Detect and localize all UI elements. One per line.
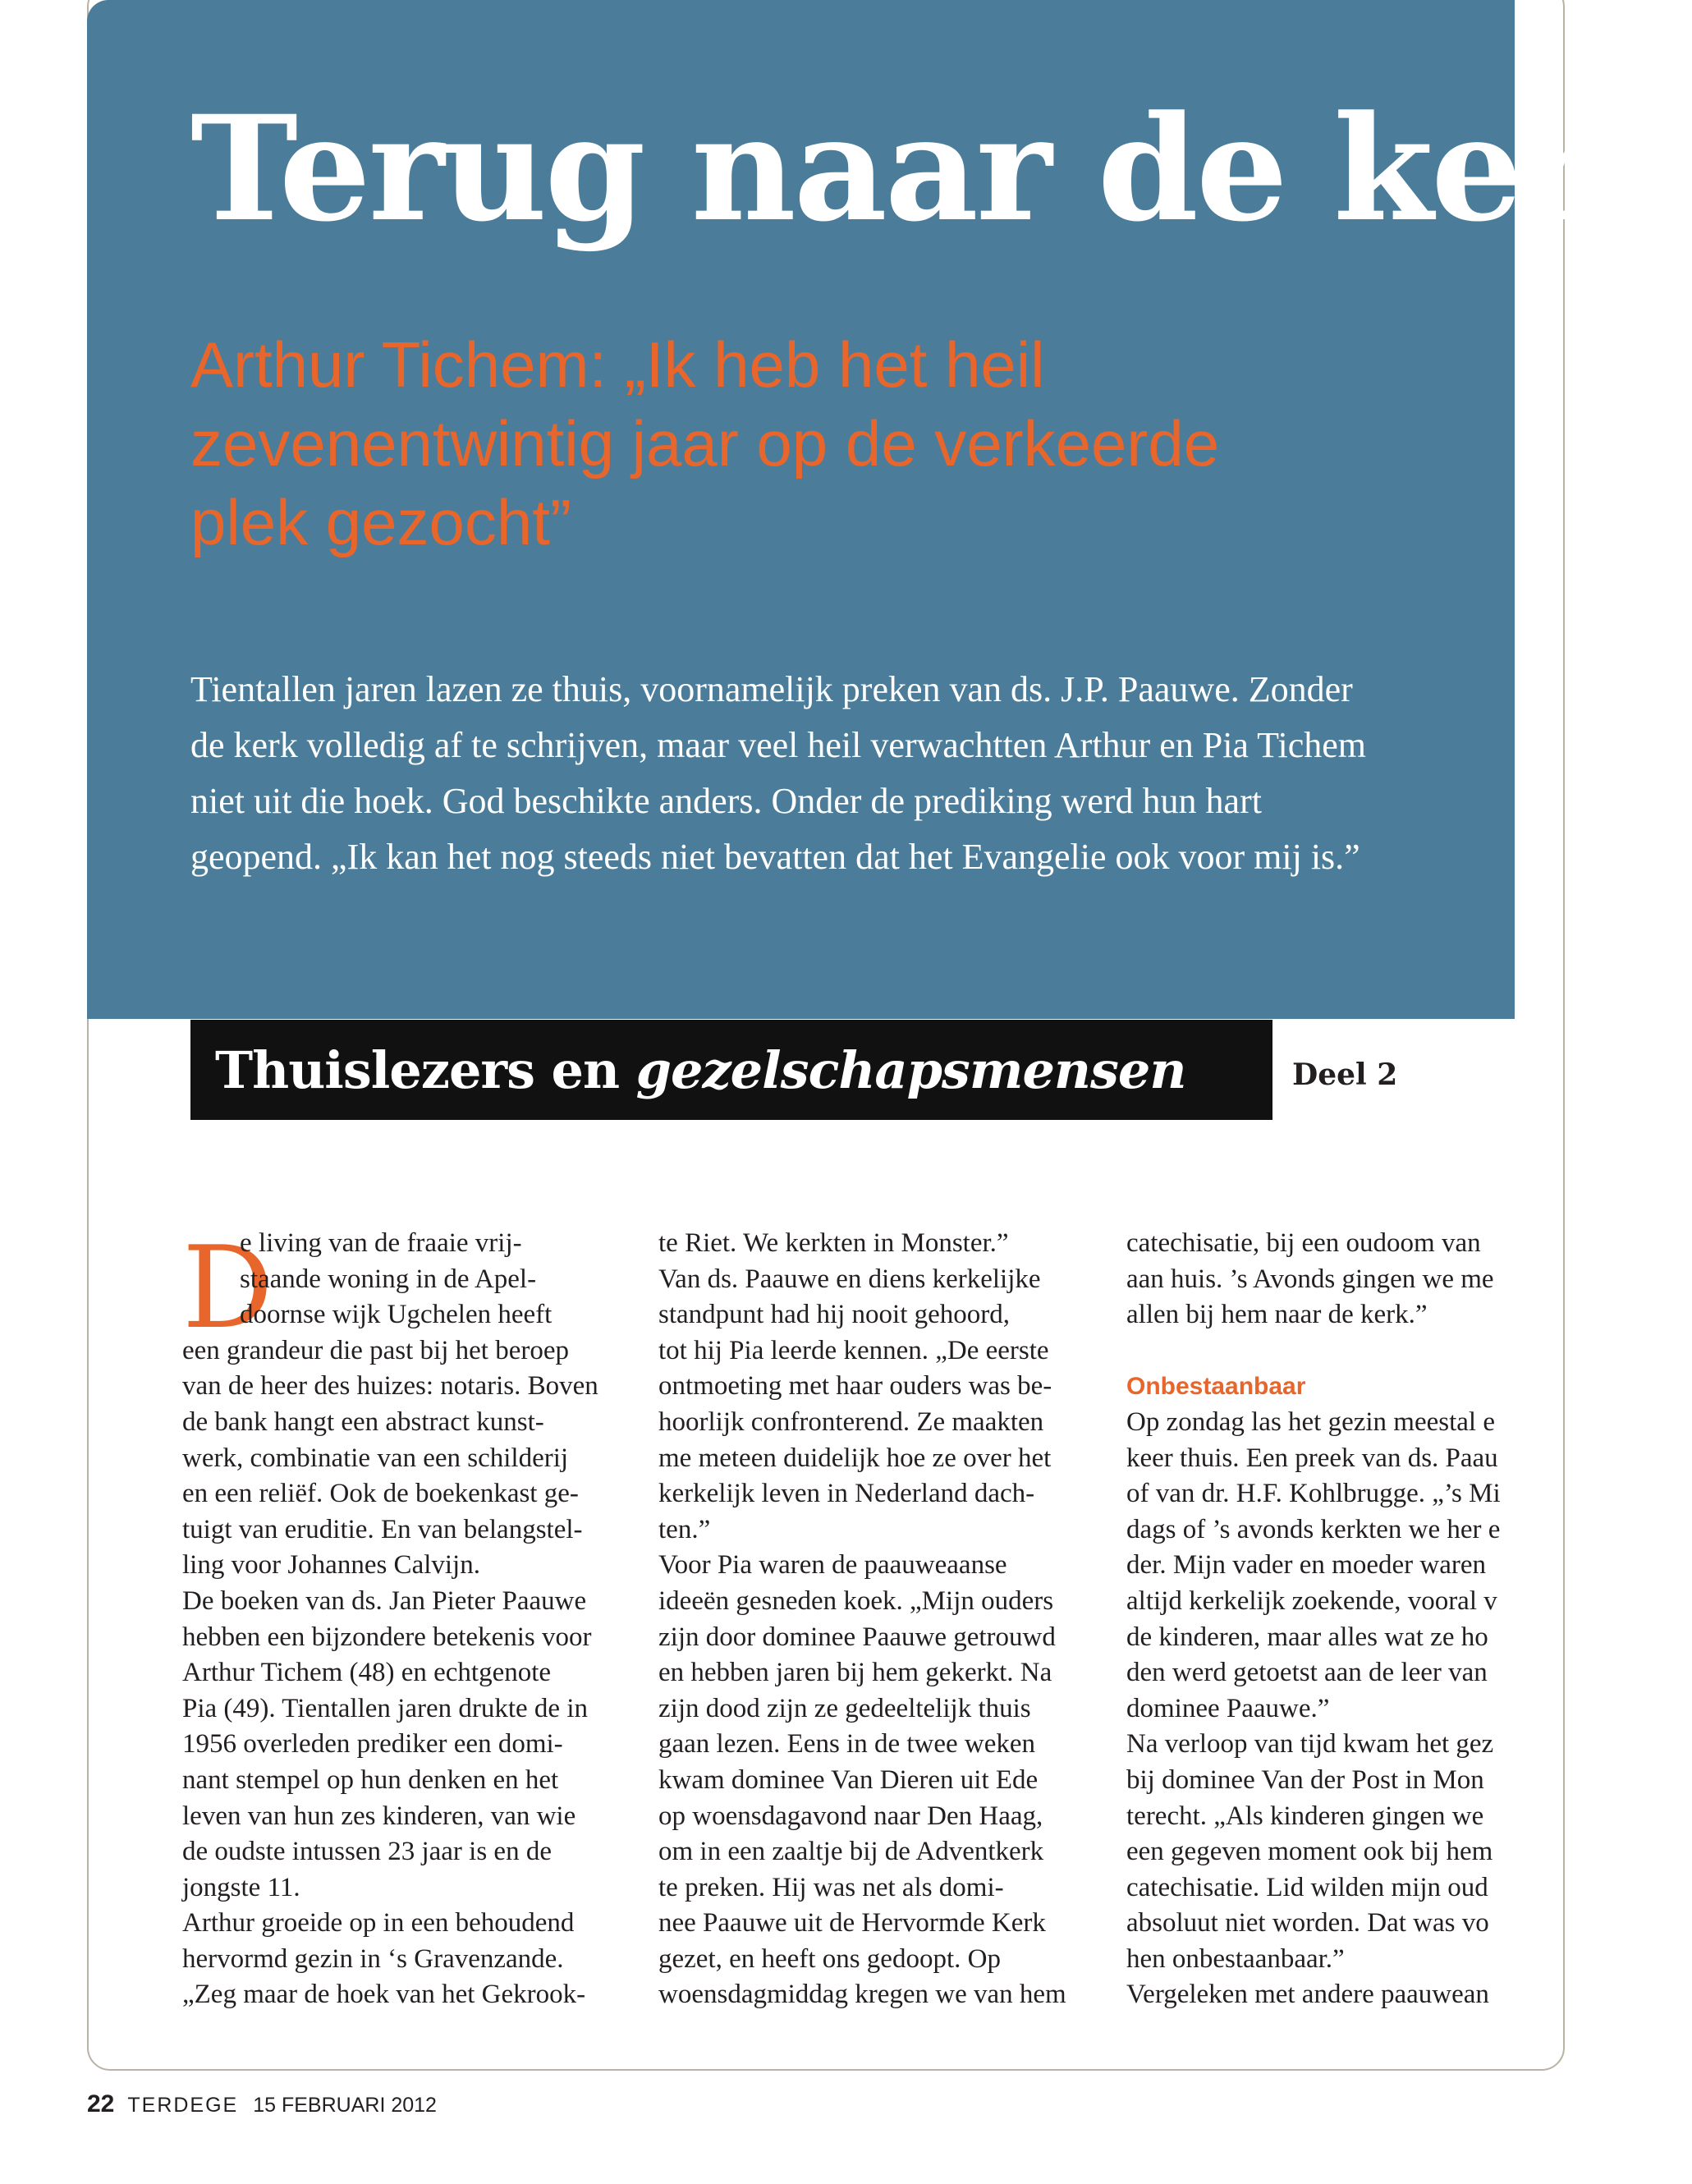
article-subtitle: Arthur Tichem: „Ik heb het heil zevenentwintig jaar op de verkeerde plek gezocht” — [190, 328, 1220, 558]
body-line: e living van de fraaie vrij- — [240, 1228, 522, 1258]
article-title: Terug naar de kerk — [190, 84, 1692, 254]
body-line: leven van hun zes kinderen, van wie — [182, 1801, 576, 1831]
body-line: of van dr. H.F. Kohlbrugge. „’s Mi — [1126, 1479, 1501, 1509]
body-line: woensdagmiddag kregen we van hem — [658, 1980, 1066, 2010]
body-line: kerkelijk leven in Nederland dach- — [658, 1479, 1035, 1509]
body-line: tuigt van eruditie. En van belangstel- — [182, 1514, 583, 1544]
page-footer — [87, 2090, 437, 2118]
body-line: catechisatie. Lid wilden mijn oud — [1126, 1872, 1488, 1902]
page-number: 22 — [87, 2090, 115, 2117]
series-banner — [190, 1020, 1272, 1120]
body-line: een grandeur die past bij het beroep — [182, 1335, 569, 1365]
body-line: tot hij Pia leerde kennen. „De eerste — [658, 1335, 1049, 1365]
body-line: hoorlijk confronterend. Ze maakten — [658, 1406, 1044, 1437]
body-line: jongste 11. — [182, 1872, 300, 1902]
body-line: de kinderen, maar alles wat ze ho — [1126, 1622, 1488, 1652]
text-column-3 — [1126, 1226, 1586, 2013]
body-line: absoluut niet worden. Dat was vo — [1126, 1908, 1489, 1939]
body-line: hen onbestaanbaar.” — [1126, 1943, 1345, 1974]
body-line: standpunt had hij nooit gehoord, — [658, 1300, 1011, 1330]
body-line: gaan lezen. Eens in de twee weken — [658, 1729, 1036, 1760]
text-column-1 — [182, 1222, 642, 2013]
body-line: terecht. „Als kinderen gingen we — [1126, 1801, 1484, 1831]
body-line: de oudste intussen 23 jaar is en de — [182, 1837, 552, 1867]
body-line: den werd getoetst aan de leer van — [1126, 1658, 1488, 1688]
issue-date: 15 FEBRUARI 2012 — [253, 2094, 437, 2117]
body-line: ideeën gesneden koek. „Mijn ouders — [658, 1585, 1054, 1616]
body-line: Na verloop van tijd kwam het gez — [1126, 1729, 1494, 1760]
text-column-2 — [658, 1226, 1118, 2013]
magazine-name: TERDEGE — [127, 2094, 239, 2117]
body-line: 1956 overleden prediker een domi- — [182, 1729, 563, 1760]
article-intro: Tientallen jaren lazen ze thuis, voornamelijk preken van ds. J.P. Paauwe. Zonder de kerk volledig af te schrijven, maar veel heil verwachtten Arthur en Pia Tichem niet uit die hoek. God beschikte anders. Onder de prediking werd hun hart geopend. „Ik kan het nog steeds niet bevatten dat het Evangelie ook voor mij is.” — [190, 669, 1366, 877]
body-line: keer thuis. Een preek van ds. Paau — [1126, 1443, 1498, 1473]
body-line: staande woning in de Apel- — [240, 1264, 537, 1294]
body-line: dags of ’s avonds kerkten we her e — [1126, 1514, 1501, 1544]
body-line: ontmoeting met haar ouders was be- — [658, 1371, 1052, 1402]
section-subheading: Onbestaanbaar — [1126, 1373, 1306, 1401]
drop-cap: D — [182, 1222, 273, 1354]
body-line: Pia (49). Tientallen jaren drukte de in — [182, 1693, 588, 1723]
body-line: Vergeleken met andere paauwean — [1126, 1980, 1489, 2010]
body-line: en hebben jaren bij hem gekerkt. Na — [658, 1658, 1052, 1688]
body-line: een gegeven moment ook bij hem — [1126, 1837, 1493, 1867]
body-line: nant stempel op hun denken en het — [182, 1764, 559, 1795]
body-line: catechisatie, bij een oudoom van — [1126, 1228, 1481, 1258]
body-line: zijn door dominee Paauwe getrouwd — [658, 1622, 1056, 1652]
body-line: om in een zaaltje bij de Adventkerk — [658, 1837, 1044, 1867]
body-line: allen bij hem naar de kerk.” — [1126, 1300, 1428, 1330]
body-line: bij dominee Van der Post in Mon — [1126, 1764, 1484, 1795]
body-line: hervormd gezin in ‘s Gravenzande. — [182, 1943, 564, 1974]
series-part-label: Deel 2 — [1292, 1058, 1398, 1092]
body-line: Van ds. Paauwe en diens kerkelijke — [658, 1264, 1041, 1294]
body-line: werk, combinatie van een schilderij — [182, 1443, 569, 1473]
body-line: Voor Pia waren de paauweaanse — [658, 1550, 1007, 1581]
body-line: te preken. Hij was net als domi- — [658, 1872, 1004, 1902]
body-line: dominee Paauwe.” — [1126, 1693, 1330, 1723]
body-line: gezet, en heeft ons gedoopt. Op — [658, 1943, 1001, 1974]
body-line: Arthur Tichem (48) en echtgenote — [182, 1658, 552, 1688]
body-line: Arthur groeide op in een behoudend — [182, 1908, 575, 1939]
body-line: doornse wijk Ugchelen heeft — [240, 1300, 553, 1330]
body-line: van de heer des huizes: notaris. Boven — [182, 1371, 598, 1402]
body-line: en een reliëf. Ook de boekenkast ge- — [182, 1479, 579, 1509]
body-line: altijd kerkelijk zoekende, vooral v — [1126, 1585, 1497, 1616]
blank-line — [1126, 1333, 1586, 1370]
body-line: ten.” — [658, 1514, 711, 1544]
body-line: de bank hangt een abstract kunst- — [182, 1406, 544, 1437]
body-line: nee Paauwe uit de Hervormde Kerk — [658, 1908, 1046, 1939]
body-line: Op zondag las het gezin meestal e — [1126, 1406, 1495, 1437]
body-line: aan huis. ’s Avonds gingen we me — [1126, 1264, 1494, 1294]
body-line: „Zeg maar de hoek van het Gekrook- — [182, 1980, 586, 2010]
body-line: kwam dominee Van Dieren uit Ede — [658, 1764, 1039, 1795]
body-line: me meteen duidelijk hoe ze over het — [658, 1443, 1052, 1473]
body-line: De boeken van ds. Jan Pieter Paauwe — [182, 1585, 587, 1616]
series-title — [215, 1040, 1185, 1100]
body-line: te Riet. We kerkten in Monster.” — [658, 1228, 1009, 1258]
series-title-italic: gezelschapsmensen — [635, 1039, 1186, 1100]
body-line: der. Mijn vader en moeder waren — [1126, 1550, 1486, 1581]
body-line: zijn dood zijn ze gedeeltelijk thuis — [658, 1693, 1031, 1723]
body-line: op woensdagavond naar Den Haag, — [658, 1801, 1043, 1831]
body-line: ling voor Johannes Calvijn. — [182, 1550, 480, 1581]
body-line: hebben een bijzondere betekenis voor — [182, 1622, 592, 1652]
series-title-regular: Thuislezers en — [215, 1039, 636, 1100]
